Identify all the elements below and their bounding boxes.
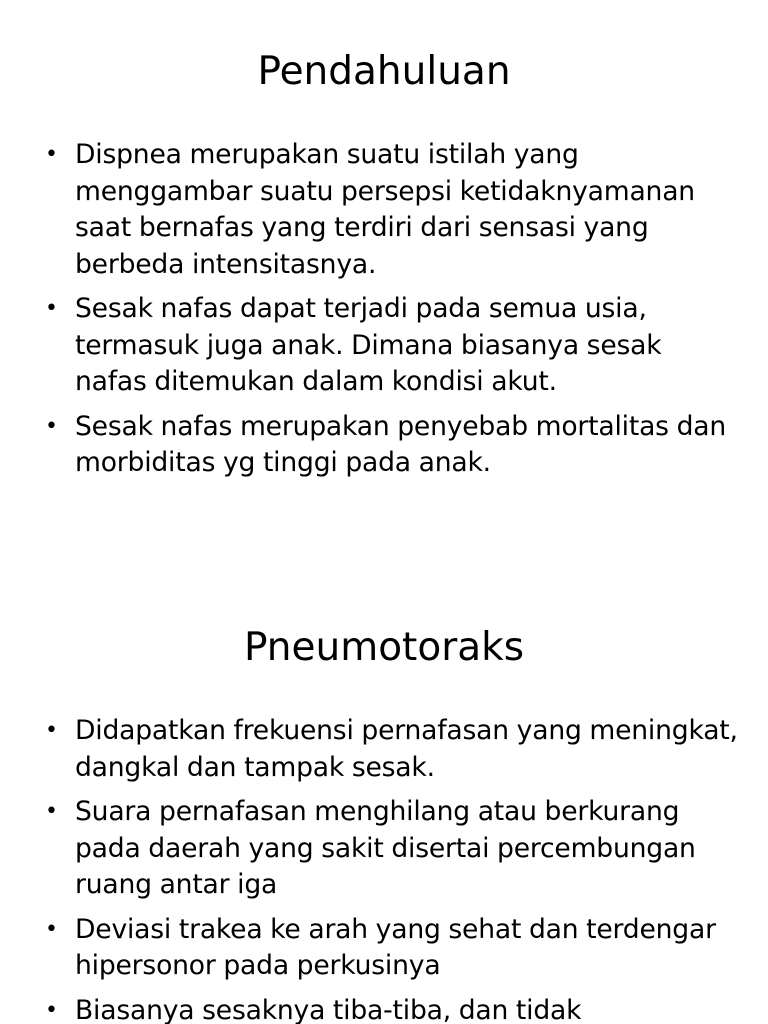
bullet-icon: •	[45, 799, 58, 824]
bullet-icon: •	[45, 916, 58, 942]
slide-title: Pendahuluan	[257, 49, 511, 94]
bullet-list	[0, 713, 768, 1024]
list-item	[0, 713, 768, 786]
bullet-icon: •	[45, 718, 58, 743]
list-item	[0, 993, 768, 1024]
list-item	[0, 912, 768, 985]
bullet-icon: •	[45, 296, 58, 321]
bullet-icon: •	[45, 413, 58, 439]
list-item	[0, 794, 768, 904]
bullet-list	[0, 137, 768, 490]
bullet-text: Dispnea merupakan suatu istilah yang menggambar suatu persepsi ketidaknyamanan saat bernafas yang terdiri dari sensasi yang berbeda intensitasnya.	[75, 139, 695, 280]
bullet-text: Sesak nafas dapat terjadi pada semua usia, termasuk juga anak. Dimana biasanya sesak nafas ditemukan dalam kondisi akut.	[75, 293, 662, 397]
bullet-text: Suara pernafasan menghilang atau berkurang pada daerah yang sakit disertai percembungan ruang antar iga	[75, 796, 696, 900]
bullet-icon: •	[45, 142, 58, 167]
slide-pneumotoraks	[0, 600, 768, 1024]
bullet-text: Sesak nafas merupakan penyebab mortalitas dan morbiditas yg tinggi pada anak.	[75, 410, 727, 478]
bullet-text: Didapatkan frekuensi pernafasan yang meningkat, dangkal dan tampak sesak.	[75, 715, 738, 783]
slide-title: Pneumotoraks	[243, 625, 525, 670]
list-item	[0, 291, 768, 401]
bullet-icon: •	[45, 997, 58, 1023]
list-item	[0, 137, 768, 283]
bullet-text: Deviasi trakea ke arah yang sehat dan terdengar hipersonor pada perkusinya	[75, 913, 716, 981]
list-item	[0, 409, 768, 482]
bullet-text: Biasanya sesaknya tiba-tiba, dan tidak	[75, 994, 582, 1024]
